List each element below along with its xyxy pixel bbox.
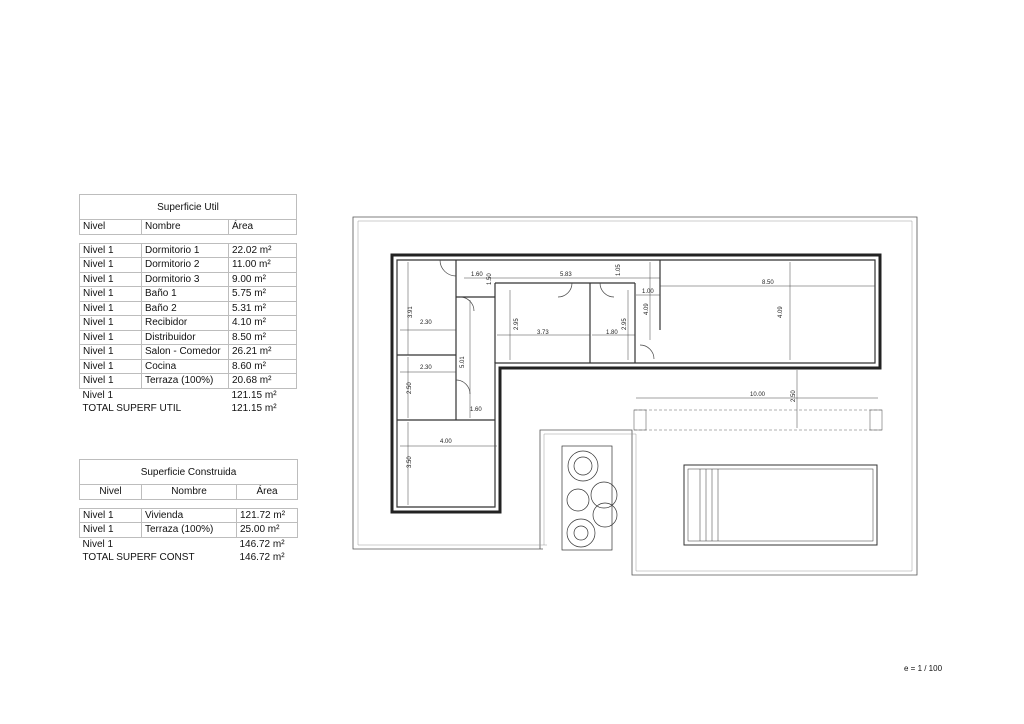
cell-nombre: Dormitorio 3	[142, 272, 229, 287]
cell-nivel: Nivel 1	[80, 243, 142, 258]
cell-nombre: Terraza (100%)	[142, 374, 229, 389]
dim-label: 1.80	[606, 330, 618, 336]
subtotal-area: 121.15 m²	[231, 389, 277, 401]
cell-nivel: Nivel 1	[80, 301, 142, 316]
dim-label: 1.00	[642, 289, 654, 295]
windows	[391, 254, 835, 512]
dim-label: 1.50	[487, 273, 493, 285]
swimming-pool	[684, 465, 877, 545]
cell-nombre: Dormitorio 1	[142, 243, 229, 258]
total-area: 146.72 m²	[239, 552, 285, 564]
scale-label: e = 1 / 100	[904, 664, 943, 673]
dim-label: 5.01	[460, 356, 466, 368]
cell-nombre: Distribuidor	[142, 330, 229, 345]
cell-nivel: Nivel 1	[80, 359, 142, 374]
total-area: 121.15 m²	[231, 403, 277, 415]
garden-planter	[562, 446, 617, 550]
dim-label: 4.09	[644, 303, 650, 315]
cell-area: 9.00 m²	[229, 272, 297, 287]
subtotal-area: 146.72 m²	[239, 538, 285, 550]
cell-area: 11.00 m²	[229, 258, 297, 273]
subtotal-nivel: Nivel 1	[82, 538, 114, 550]
dim-label: 4.00	[440, 439, 452, 445]
dim-label: 5.83	[560, 272, 572, 278]
cell-area: 121.72 m²	[237, 508, 298, 523]
cell-nombre: Baño 1	[142, 287, 229, 302]
cell-nombre: Terraza (100%)	[142, 523, 237, 538]
cell-nivel: Nivel 1	[80, 374, 142, 389]
terrace	[634, 410, 882, 430]
cell-nivel: Nivel 1	[80, 258, 142, 273]
header-nombre: Nombre	[142, 485, 237, 500]
cell-nivel: Nivel 1	[80, 345, 142, 360]
cell-nombre: Dormitorio 2	[142, 258, 229, 273]
dim-label: 2.50	[791, 390, 797, 402]
cell-area: 26.21 m²	[229, 345, 297, 360]
dim-label: 4.09	[778, 306, 784, 318]
header-nivel: Nivel	[80, 485, 142, 500]
util-table-title: Superficie Util	[80, 195, 297, 220]
cell-nivel: Nivel 1	[80, 272, 142, 287]
dim-label: 1.60	[471, 272, 483, 278]
dim-label: 3.91	[408, 306, 414, 318]
dim-label: 3.50	[407, 456, 413, 468]
cell-nivel: Nivel 1	[80, 287, 142, 302]
cell-area: 8.50 m²	[229, 330, 297, 345]
cell-area: 5.75 m²	[229, 287, 297, 302]
cell-area: 22.02 m²	[229, 243, 297, 258]
total-label: TOTAL SUPERF CONST	[82, 552, 195, 564]
cell-nivel: Nivel 1	[80, 330, 142, 345]
header-area: Área	[237, 485, 298, 500]
dim-label: 2.30	[420, 320, 432, 326]
cell-nombre: Salon - Comedor	[142, 345, 229, 360]
dim-label: 10.00	[750, 392, 766, 398]
cell-area: 5.31 m²	[229, 301, 297, 316]
cell-nivel: Nivel 1	[80, 523, 142, 538]
dim-label: 1.05	[616, 264, 622, 276]
cell-area: 8.60 m²	[229, 359, 297, 374]
cell-area: 20.68 m²	[229, 374, 297, 389]
dimension-labels	[407, 264, 797, 468]
cell-nombre: Baño 2	[142, 301, 229, 316]
dim-label: 2.30	[420, 365, 432, 371]
dim-label: 2.95	[514, 318, 520, 330]
site-boundary	[353, 217, 917, 575]
cell-nombre: Vivienda	[142, 508, 237, 523]
total-label: TOTAL SUPERF UTIL	[82, 403, 182, 415]
header-nivel: Nivel	[80, 220, 142, 235]
cell-nivel: Nivel 1	[80, 316, 142, 331]
dim-label: 8.50	[762, 280, 774, 286]
dimension-lines	[400, 262, 878, 505]
cell-nivel: Nivel 1	[80, 508, 142, 523]
const-table-title: Superficie Construida	[80, 460, 298, 485]
cell-nombre: Recibidor	[142, 316, 229, 331]
subtotal-nivel: Nivel 1	[82, 389, 114, 401]
dim-label: 2.95	[622, 318, 628, 330]
cell-area: 25.00 m²	[237, 523, 298, 538]
dim-label: 1.60	[470, 407, 482, 413]
cell-nombre: Cocina	[142, 359, 229, 374]
header-nombre: Nombre	[142, 220, 229, 235]
dim-label: 3.73	[537, 330, 549, 336]
dim-label: 2.50	[407, 382, 413, 394]
header-area: Área	[229, 220, 297, 235]
cell-area: 4.10 m²	[229, 316, 297, 331]
